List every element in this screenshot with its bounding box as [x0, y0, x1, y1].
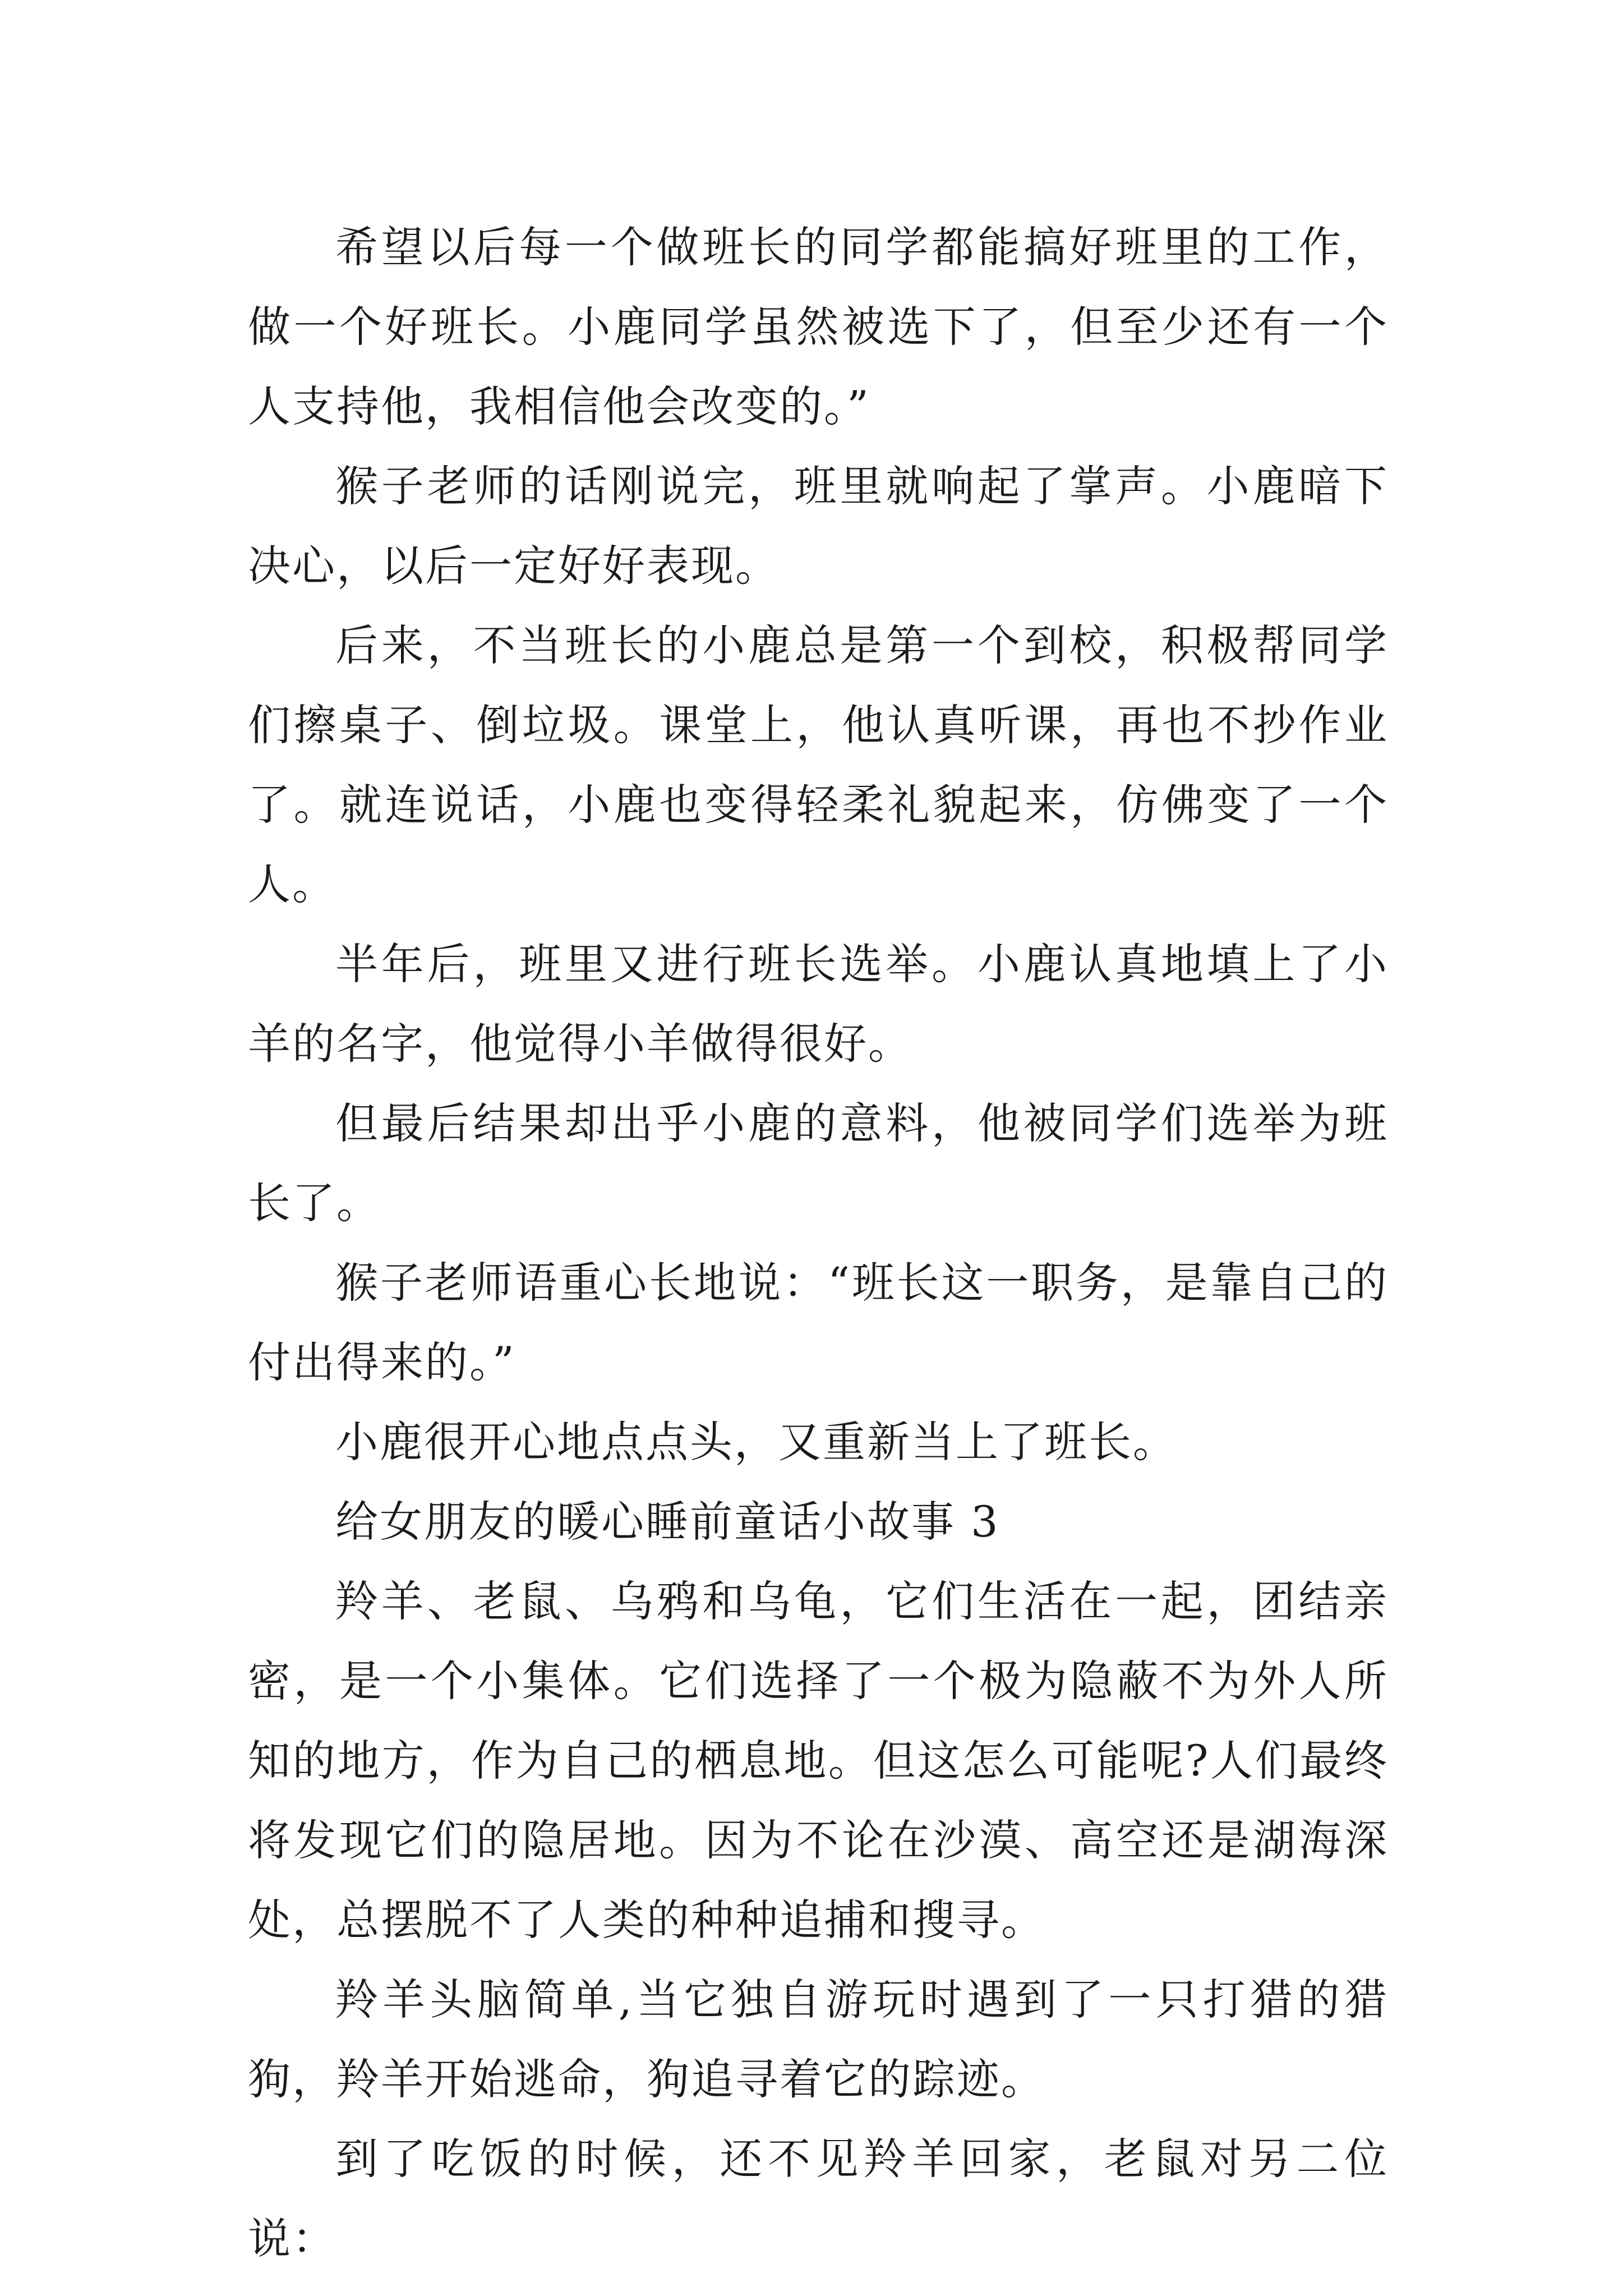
paragraph-5: 但最后结果却出乎小鹿的意料，他被同学们选举为班长了。 — [248, 1098, 1389, 1228]
paragraph-1: 希望以后每一个做班长的同学都能搞好班里的工作，做一个好班长。小鹿同学虽然被选下了，但至少还有一个人支持他，我相信他会改变的。” — [248, 222, 1389, 431]
paragraph-4: 半年后，班里又进行班长选举。小鹿认真地填上了小羊的名字，他觉得小羊做得很好。 — [248, 939, 1389, 1069]
document-body — [248, 208, 1389, 2279]
paragraph-2: 猴子老师的话刚说完，班里就响起了掌声。小鹿暗下决心，以后一定好好表现。 — [248, 461, 1389, 591]
paragraph-9: 羚羊头脑简单,当它独自游玩时遇到了一只打猎的猎狗，羚羊开始逃命，狗追寻着它的踪迹。 — [248, 1975, 1389, 2104]
paragraph-3: 后来，不当班长的小鹿总是第一个到校，积极帮同学们擦桌子、倒垃圾。课堂上，他认真听课，再也不抄作业了。就连说话，小鹿也变得轻柔礼貌起来，仿佛变了一个人。 — [248, 620, 1389, 909]
paragraph-8: 羚羊、老鼠、乌鸦和乌龟，它们生活在一起，团结亲密，是一个小集体。它们选择了一个极为隐蔽不为外人所知的地方，作为自己的栖息地。但这怎么可能呢?人们最终将发现它们的隐居地。因为不论在沙漠、高空还是湖海深处，总摆脱不了人类的种种追捕和搜寻。 — [248, 1576, 1389, 1945]
paragraph-10: 到了吃饭的时候，还不见羚羊回家，老鼠对另二位说： — [248, 2134, 1389, 2263]
section-heading: 给女朋友的暖心睡前童话小故事 3 — [335, 1497, 1000, 1547]
paragraph-7: 小鹿很开心地点点头，又重新当上了班长。 — [335, 1417, 1177, 1467]
paragraph-6: 猴子老师语重心长地说：“班长这一职务，是靠自己的付出得来的。” — [248, 1258, 1389, 1387]
